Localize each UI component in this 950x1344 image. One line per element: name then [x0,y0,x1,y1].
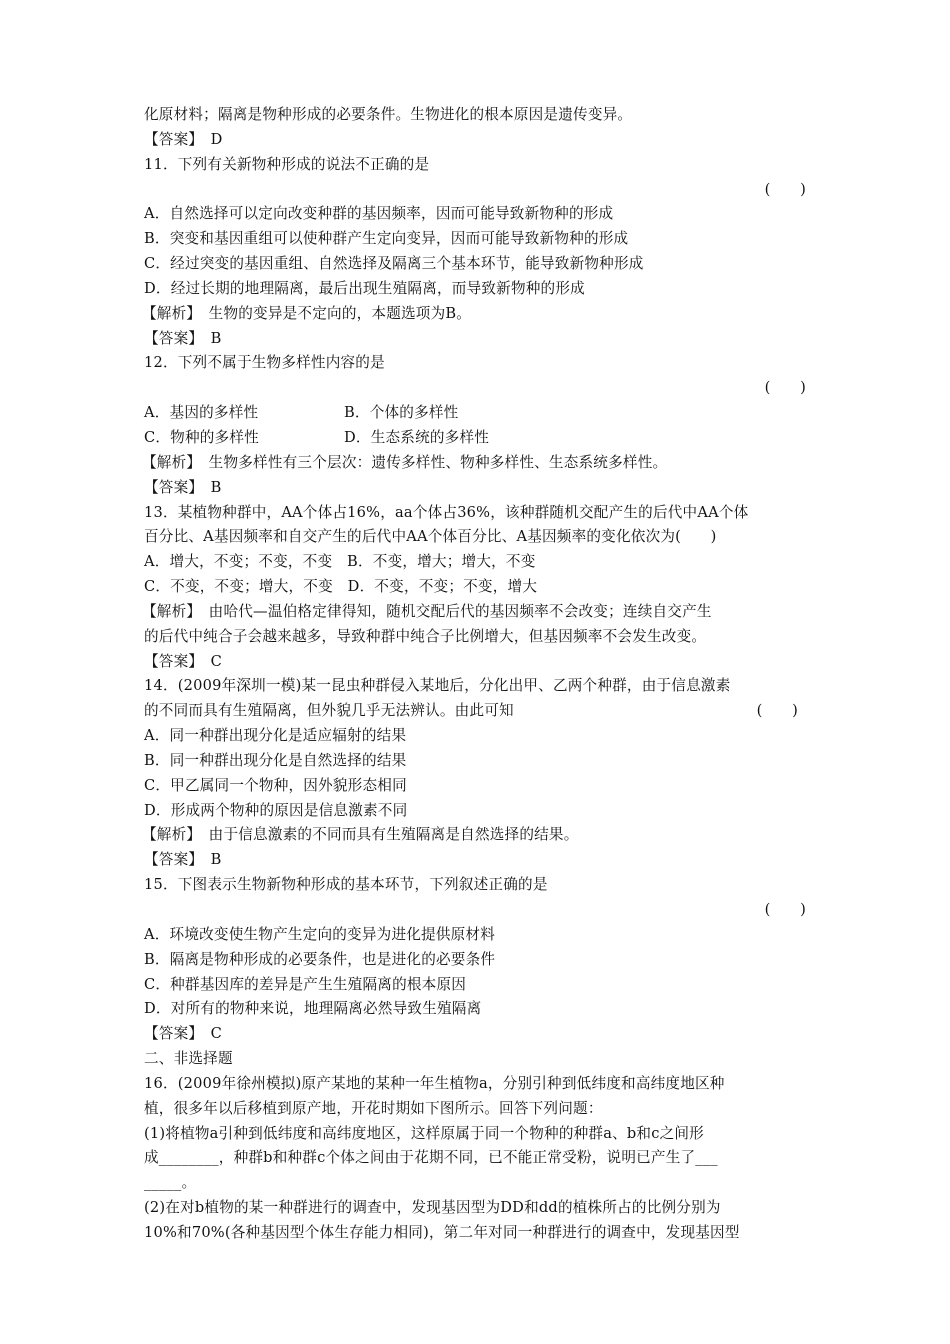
option-b: B．个体的多样性 [344,404,459,422]
analysis-line: 【解析】 生物多样性有三个层次：遗传多样性、物种多样性、生态系统多样性。 [142,453,668,471]
sub-question-1: (1)将植物a引种到低纬度和高纬度地区，这样原属于同一个物种的种群a、b和c之间形 [144,1124,704,1142]
question-14-text: 的不同而具有生殖隔离，但外貌几乎无法辨认。由此可知 [144,702,514,720]
options-row: C．不变，不变；增大，不变 D．不变，不变；不变，增大 [144,578,538,596]
options-row [144,401,810,426]
option-a: A．同一种群出现分化是适应辐射的结果 [144,727,407,745]
question-14-cont [144,699,810,724]
options-row: A．增大，不变；不变，不变 B．不变，增大；增大，不变 [144,553,536,571]
answer-blank: ( ) [756,702,798,720]
answer-blank: ( ) [764,180,806,198]
answer-line: 【答案】 B [144,329,222,347]
document-body [144,103,810,1246]
option-a: A．自然选择可以定向改变种群的基因频率，因而可能导致新物种的形成 [144,205,614,223]
option-c: C．物种的多样性 [144,428,259,446]
question-12: 12．下列不属于生物多样性内容的是 [144,354,385,372]
option-b: B．突变和基因重组可以使种群产生定向变异，因而可能导致新物种的形成 [144,230,629,248]
sub-question-2-cont: 10%和70%(各种基因型个体生存能力相同)，第二年对同一种群进行的调查中，发现基因型 [144,1223,740,1241]
answer-line: 【答案】 C [144,652,223,670]
sub-question-1-cont: 成________，种群b和种群c个体之间由于花期不同，已不能正常受粉，说明已产生了___ [144,1149,718,1167]
answer-line: 【答案】 D [144,130,223,148]
answer-line: 【答案】 B [144,851,222,869]
analysis-line: 【解析】 由哈代—温伯格定律得知，随机交配后代的基因频率不会改变；连续自交产生 [142,602,712,620]
option-d: D．对所有的物种来说，地理隔离必然导致生殖隔离 [144,1000,482,1018]
question-16-cont: 植，很多年以后移植到原产地，开花时期如下图所示。回答下列问题： [144,1099,603,1117]
answer-blank: ( ) [764,901,806,918]
question-15: 15．下图表示生物新物种形成的基本环节，下列叙述正确的是 [144,876,548,894]
option-c: C．种群基因库的差异是产生生殖隔离的根本原因 [144,975,467,993]
question-13: 13．某植物种群中，AA个体占16%，aa个体占36%，该种群随机交配产生的后代中AA个体 [144,503,749,521]
analysis-cont: 的后代中纯合子会越来越多，导致种群中纯合子比例增大，但基因频率不会发生改变。 [144,627,707,645]
answer-line: 【答案】 B [144,478,222,496]
option-c: C．经过突变的基因重组、自然选择及隔离三个基本环节，能导致新物种形成 [144,255,644,273]
question-16: 16．(2009年徐州模拟)原产某地的某种一年生植物a，分别引种到低纬度和高纬度地区种 [144,1074,725,1092]
analysis-line: 【解析】 由于信息激素的不同而具有生殖隔离是自然选择的结果。 [142,826,579,844]
question-14: 14．(2009年深圳一模)某一昆虫种群侵入某地后，分化出甲、乙两个种群，由于信息激素 [144,677,731,695]
sub-question-1-cont: _____。 [144,1174,197,1192]
question-11: 11．下列有关新物种形成的说法不正确的是 [144,155,430,173]
option-d: D．生态系统的多样性 [344,428,490,446]
answer-blank: ( ) [764,379,806,397]
options-row [144,426,810,451]
option-d: D．经过长期的地理隔离，最后出现生殖隔离，而导致新物种的形成 [144,279,585,297]
sub-question-2: (2)在对b植物的某一种群进行的调查中，发现基因型为DD和dd的植株所占的比例分别为 [144,1199,721,1217]
option-c: C．甲乙属同一个物种，因外貌形态相同 [144,776,407,794]
text-line: 化原材料；隔离是物种形成的必要条件。生物进化的根本原因是遗传变异。 [144,106,633,123]
option-b: B．隔离是物种形成的必要条件，也是进化的必要条件 [144,950,496,968]
option-b: B．同一种群出现分化是自然选择的结果 [144,751,407,769]
analysis-line: 【解析】 生物的变异是不定向的，本题选项为B。 [142,304,472,322]
question-13-cont: 百分比、A基因频率和自交产生的后代中AA个体百分比、A基因频率的变化依次为( ) [144,528,717,546]
option-a: A．环境改变使生物产生定向的变异为进化提供原材料 [144,925,495,943]
section-heading: 二、非选择题 [144,1050,233,1068]
answer-line: 【答案】 C [144,1025,223,1043]
option-a: A．基因的多样性 [144,404,259,422]
option-d: D．形成两个物种的原因是信息激素不同 [144,801,408,819]
